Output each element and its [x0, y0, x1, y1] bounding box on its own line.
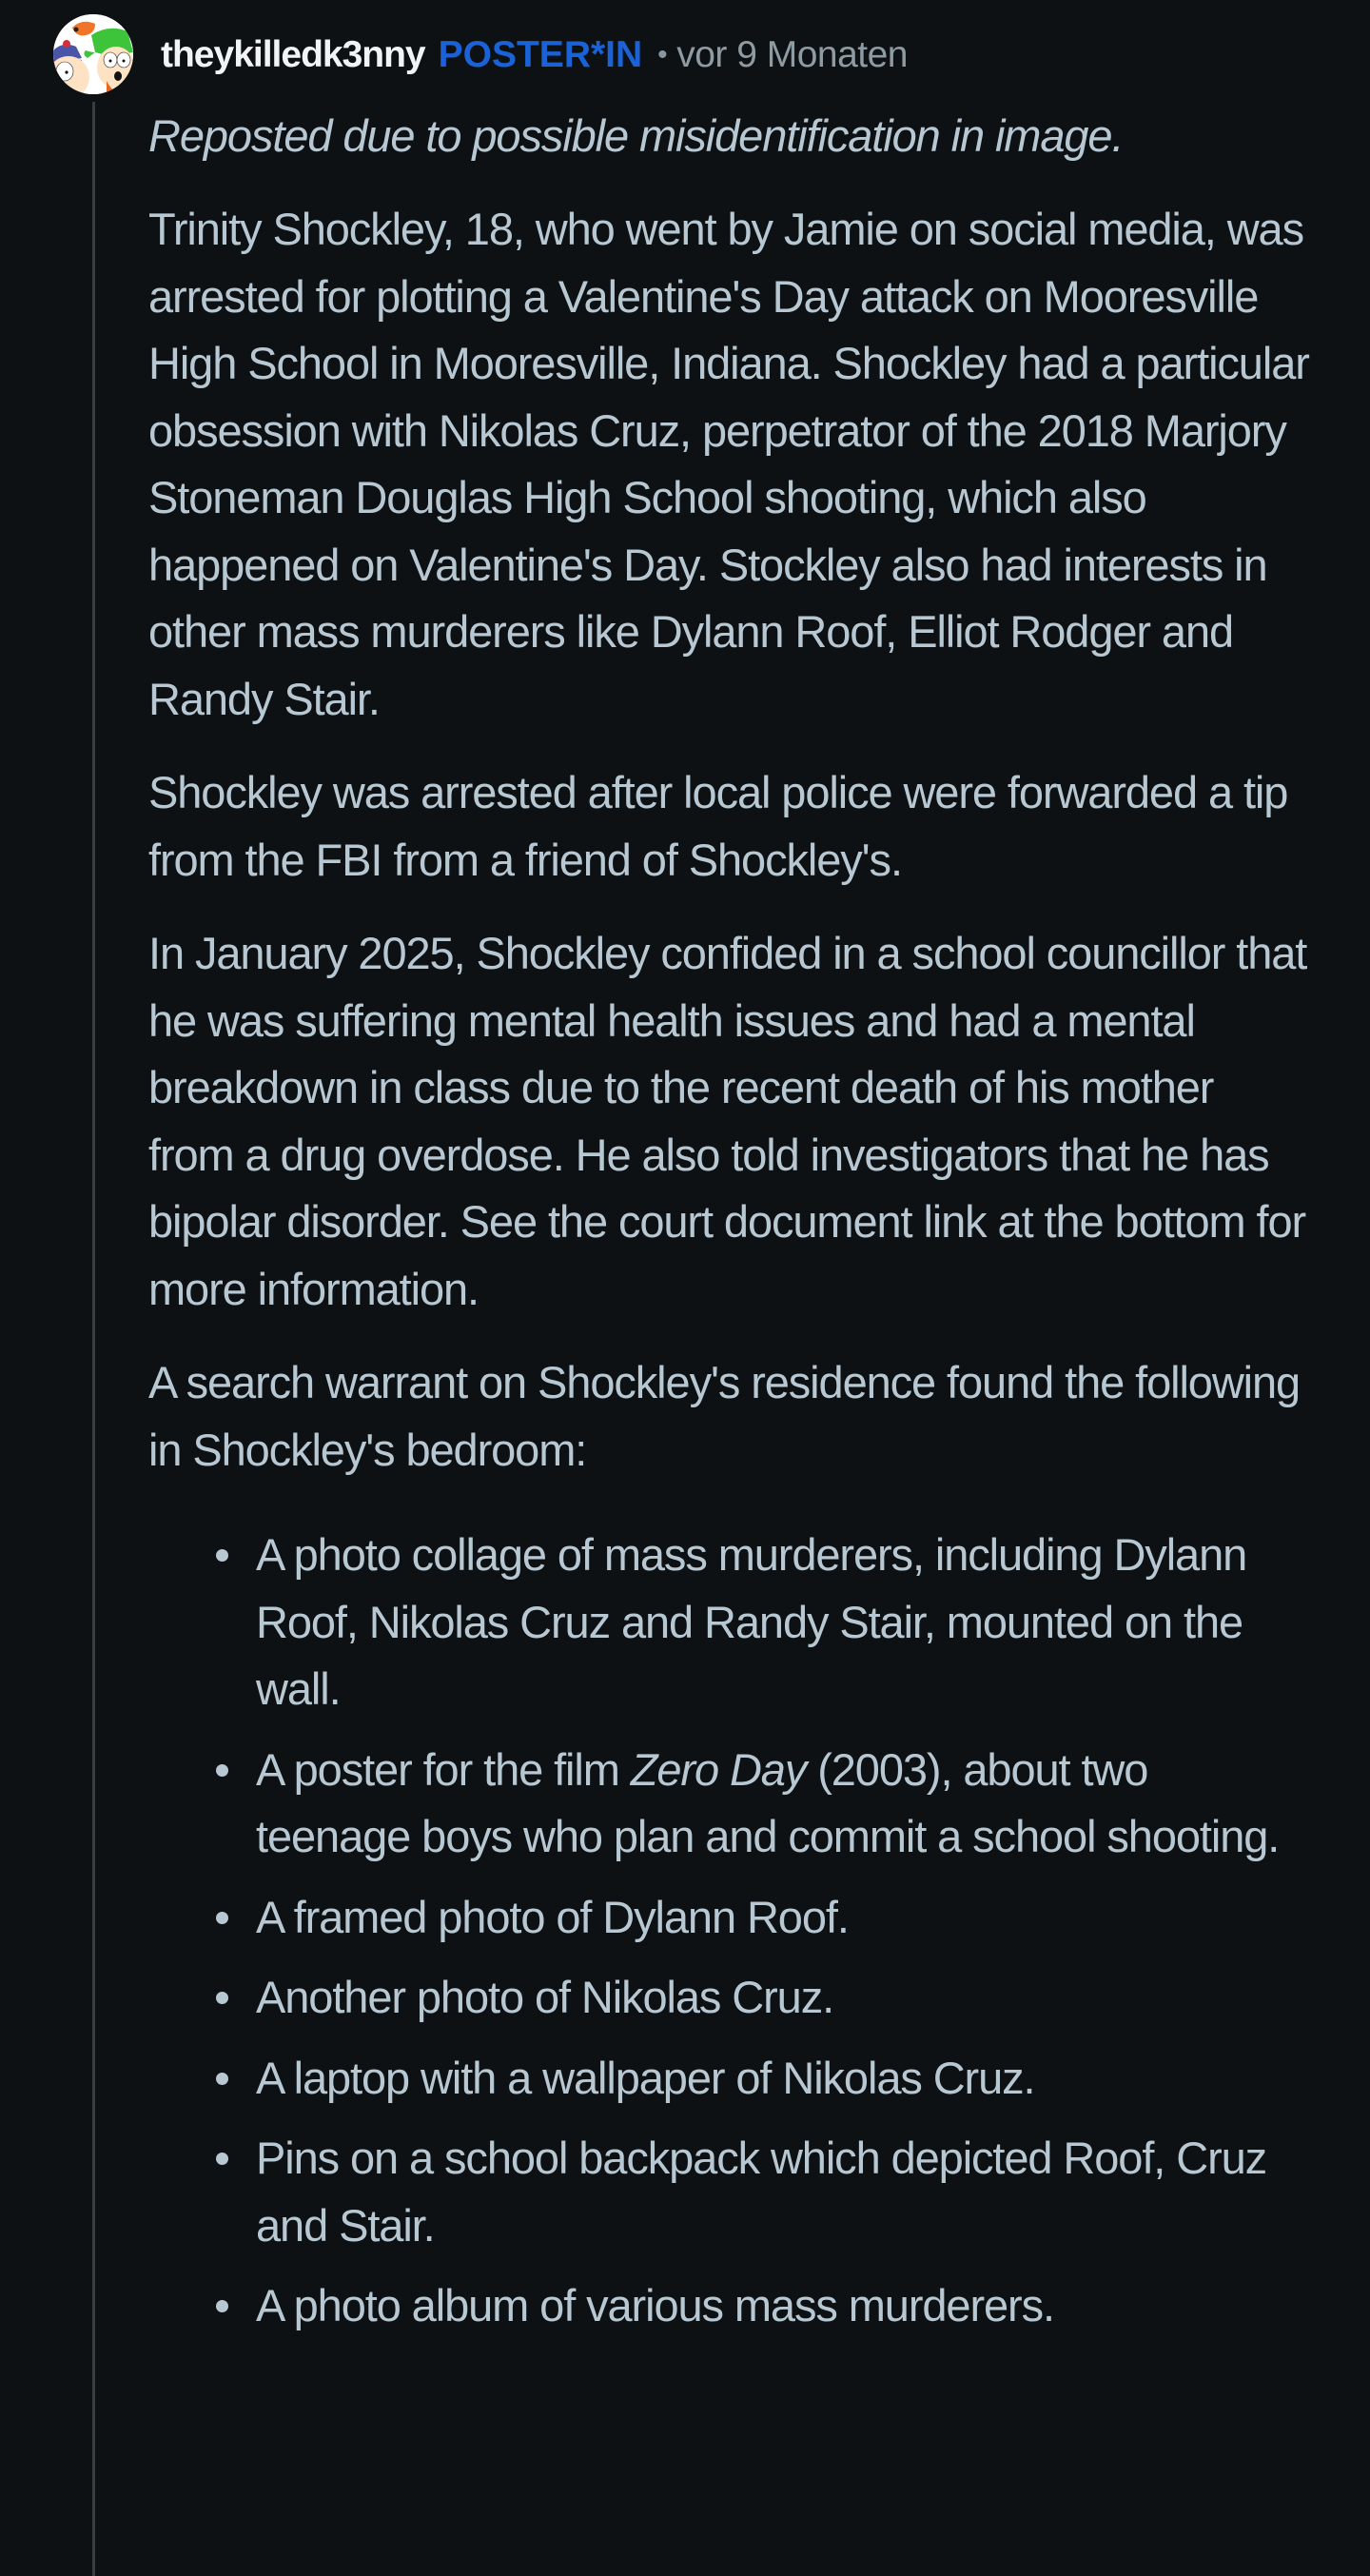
thread-collapse-line[interactable]	[92, 102, 95, 2576]
film-title: Zero Day	[630, 1743, 807, 1795]
bullet-icon	[216, 1764, 228, 1777]
paragraph: In January 2025, Shockley confided in a school councillor that he was suffering mental health issues and had a mental breakdown in class due to the recent death of his mother from a drug overdose. He also told investigators that he has bipolar disorder. See the court document link at the bottom for more information.	[148, 928, 1307, 1314]
list-item: A photo collage of mass murderers, including Dylann Roof, Nikolas Cruz and Randy Stair, mounted on the wall.	[148, 1522, 1309, 1723]
username-link[interactable]: theykilledk3nny	[161, 34, 425, 75]
list-item: Pins on a school backpack which depicted Roof, Cruz and Stair.	[148, 2125, 1309, 2259]
op-badge: POSTER*IN	[438, 34, 643, 75]
bullet-icon	[216, 1549, 228, 1562]
evidence-list	[148, 1484, 1309, 2340]
bullet-icon	[216, 2300, 228, 2312]
list-item: Another photo of Nikolas Cruz.	[148, 1964, 1309, 2032]
list-item: A laptop with a wallpaper of Nikolas Cruz.	[148, 2045, 1309, 2113]
bullet-icon	[216, 2073, 228, 2085]
comment-body	[148, 103, 1309, 2353]
separator-dot: •	[657, 39, 668, 70]
list-item: A photo album of various mass murderers.	[148, 2272, 1309, 2340]
paragraph: Trinity Shockley, 18, who went by Jamie on social media, was arrested for plotting a Valentine's Day attack on Mooresville High School in Mooresville, Indiana. Shockley had a particular obsession with Nikolas Cruz, perpetrator of the 2018 Marjory Stoneman Douglas High School shooting, which also happened on Valentine's Day. Stockley also had interests in other mass murderers like Dylann Roof, Elliot Rodger and Randy Stair.	[148, 204, 1309, 724]
bullet-icon	[216, 2153, 228, 2165]
repost-note: Reposted due to possible misidentification in image.	[148, 110, 1124, 161]
list-item: A poster for the film Zero Day (2003), about two teenage boys who plan and commit a school shooting.	[148, 1737, 1309, 1871]
timestamp[interactable]: vor 9 Monaten	[676, 34, 908, 75]
bullet-icon	[216, 1992, 228, 2004]
bullet-icon	[216, 1912, 228, 1924]
comment-meta	[161, 27, 908, 84]
paragraph: A search warrant on Shockley's residence found the following in Shockley's bedroom:	[148, 1357, 1301, 1475]
avatar[interactable]	[53, 14, 133, 94]
list-item: A framed photo of Dylann Roof.	[148, 1884, 1309, 1952]
cartoon-avatar-icon	[53, 14, 133, 94]
paragraph: Shockley was arrested after local police were forwarded a tip from the FBI from a friend of Shockley's.	[148, 767, 1288, 885]
